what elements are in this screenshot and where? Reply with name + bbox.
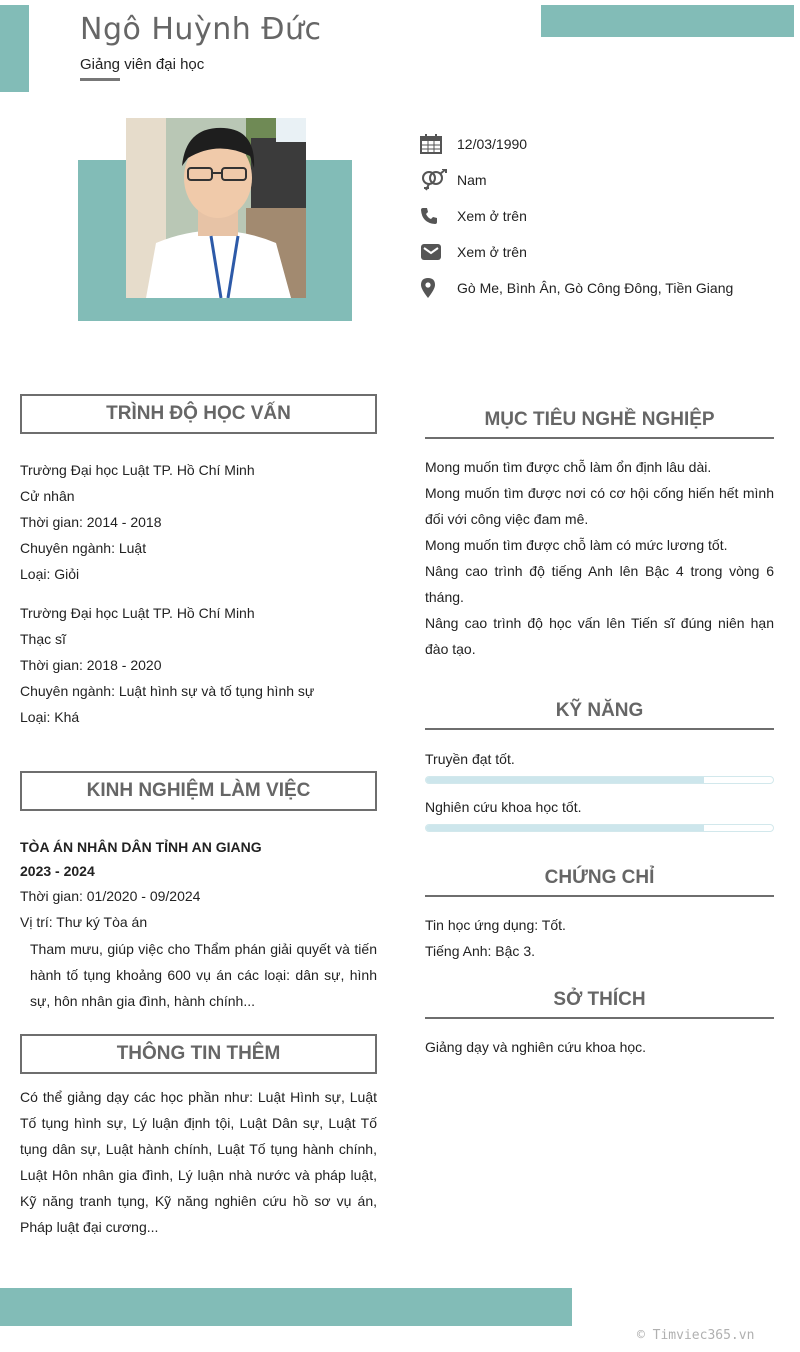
certificates-heading: CHỨNG CHỈ (425, 867, 774, 897)
phone-icon (420, 204, 457, 228)
education-degree: Cử nhân (20, 488, 75, 504)
objective-heading: MỤC TIÊU NGHỀ NGHIỆP (425, 409, 774, 439)
info-gender (420, 162, 790, 198)
education-school: Trường Đại học Luật TP. Hồ Chí Minh (20, 462, 255, 478)
location-icon (420, 276, 457, 300)
experience-time: Thời gian: 01/2020 - 09/2024 (20, 888, 201, 904)
experience-years: 2023 - 2024 (20, 863, 95, 879)
education-list (20, 457, 255, 587)
skill-label: Truyền đạt tốt. (425, 751, 515, 767)
copyright: © Timviec365.vn (637, 1328, 755, 1343)
info-email (420, 234, 790, 270)
education-list (20, 600, 314, 730)
gender-icon (420, 168, 457, 192)
education-major: Chuyên ngành: Luật (20, 540, 147, 556)
email-icon (420, 240, 457, 264)
additional-info-text: Có thể giảng dạy các học phần như: Luật Hình sự, Luật Tố tụng hình sự, Lý luận định tội, Luật Dân sự, Luật Tố tụng dân sự, Luật hành chính, Luật Tố tụng hành chính, Luật Hôn nhân gia đình, Lý luận nhà nước và pháp luật, Kỹ năng tranh tụng, Kỹ năng nghiên cứu hồ sơ vụ án, Pháp luật đại cương... (20, 1089, 377, 1235)
skills-heading: KỸ NĂNG (425, 700, 774, 730)
objective-item: Mong muốn tìm được chỗ làm có mức lương tốt. (425, 537, 728, 553)
job-title: Giảng viên đại học (80, 56, 205, 73)
accent-bar-left (0, 5, 29, 92)
info-value: Xem ở trên (457, 244, 527, 260)
education-grade: Loại: Khá (20, 709, 80, 725)
info-value: Xem ở trên (457, 208, 527, 224)
info-value: 12/03/1990 (457, 136, 528, 152)
objective-item: Mong muốn tìm được nơi có cơ hội cống hiến hết mình đối với công việc đam mê. (425, 485, 774, 527)
skill-bar (425, 776, 774, 784)
skill-bar (425, 824, 774, 832)
education-school: Trường Đại học Luật TP. Hồ Chí Minh (20, 605, 255, 621)
experience-heading: KINH NGHIỆM LÀM VIỆC (20, 771, 377, 811)
skill-bar-fill (426, 825, 704, 831)
objective-list (425, 454, 774, 662)
accent-bar-bottom (0, 1288, 572, 1326)
objective-item: Nâng cao trình độ học vấn lên Tiến sĩ đúng niên hạn đào tạo. (425, 615, 774, 657)
hobbies-list (425, 1034, 646, 1060)
experience-position: Vị trí: Thư ký Tòa án (20, 914, 148, 930)
hobbies-heading: SỞ THÍCH (425, 989, 774, 1019)
experience-company: TÒA ÁN NHÂN DÂN TỈNH AN GIANG (20, 839, 262, 855)
info-phone (420, 198, 790, 234)
education-grade: Loại: Giỏi (20, 566, 80, 582)
candidate-name: Ngô Huỳnh Đức (80, 12, 322, 47)
objective-item: Mong muốn tìm được chỗ làm ổn định lâu dài. (425, 459, 712, 475)
accent-bar-top (541, 5, 794, 37)
certificates-list (425, 912, 566, 964)
info-value: Nam (457, 172, 487, 188)
education-time: Thời gian: 2014 - 2018 (20, 514, 162, 530)
education-time: Thời gian: 2018 - 2020 (20, 657, 162, 673)
hobby-item: Giảng dạy và nghiên cứu khoa học. (425, 1039, 647, 1055)
certificate-item: Tiếng Anh: Bậc 3. (425, 943, 535, 959)
education-heading: TRÌNH ĐỘ HỌC VẤN (20, 394, 377, 434)
info-birthdate (420, 126, 790, 162)
info-value: Gò Me, Bình Ân, Gò Công Đông, Tiền Giang (457, 280, 734, 296)
avatar (126, 118, 306, 298)
objective-item: Nâng cao trình độ tiếng Anh lên Bậc 4 trong vòng 6 tháng. (425, 563, 774, 605)
education-degree: Thạc sĩ (20, 631, 66, 647)
experience-description: Tham mưu, giúp việc cho Thẩm phán giải quyết và tiến hành tố tụng khoảng 600 vụ án các loại: dân sự, hình sự, hôn nhân gia đình, hành chính... (30, 941, 377, 1009)
skill-bar-fill (426, 777, 704, 783)
education-major: Chuyên ngành: Luật hình sự và tố tụng hình sự (20, 683, 315, 699)
experience-details (20, 835, 262, 935)
skill-label: Nghiên cứu khoa học tốt. (425, 799, 582, 815)
personal-info (420, 126, 790, 306)
calendar-icon (420, 132, 457, 156)
certificate-item: Tin học ứng dụng: Tốt. (425, 917, 566, 933)
info-address (420, 270, 790, 306)
title-underline (80, 78, 120, 81)
additional-info-heading: THÔNG TIN THÊM (20, 1034, 377, 1074)
